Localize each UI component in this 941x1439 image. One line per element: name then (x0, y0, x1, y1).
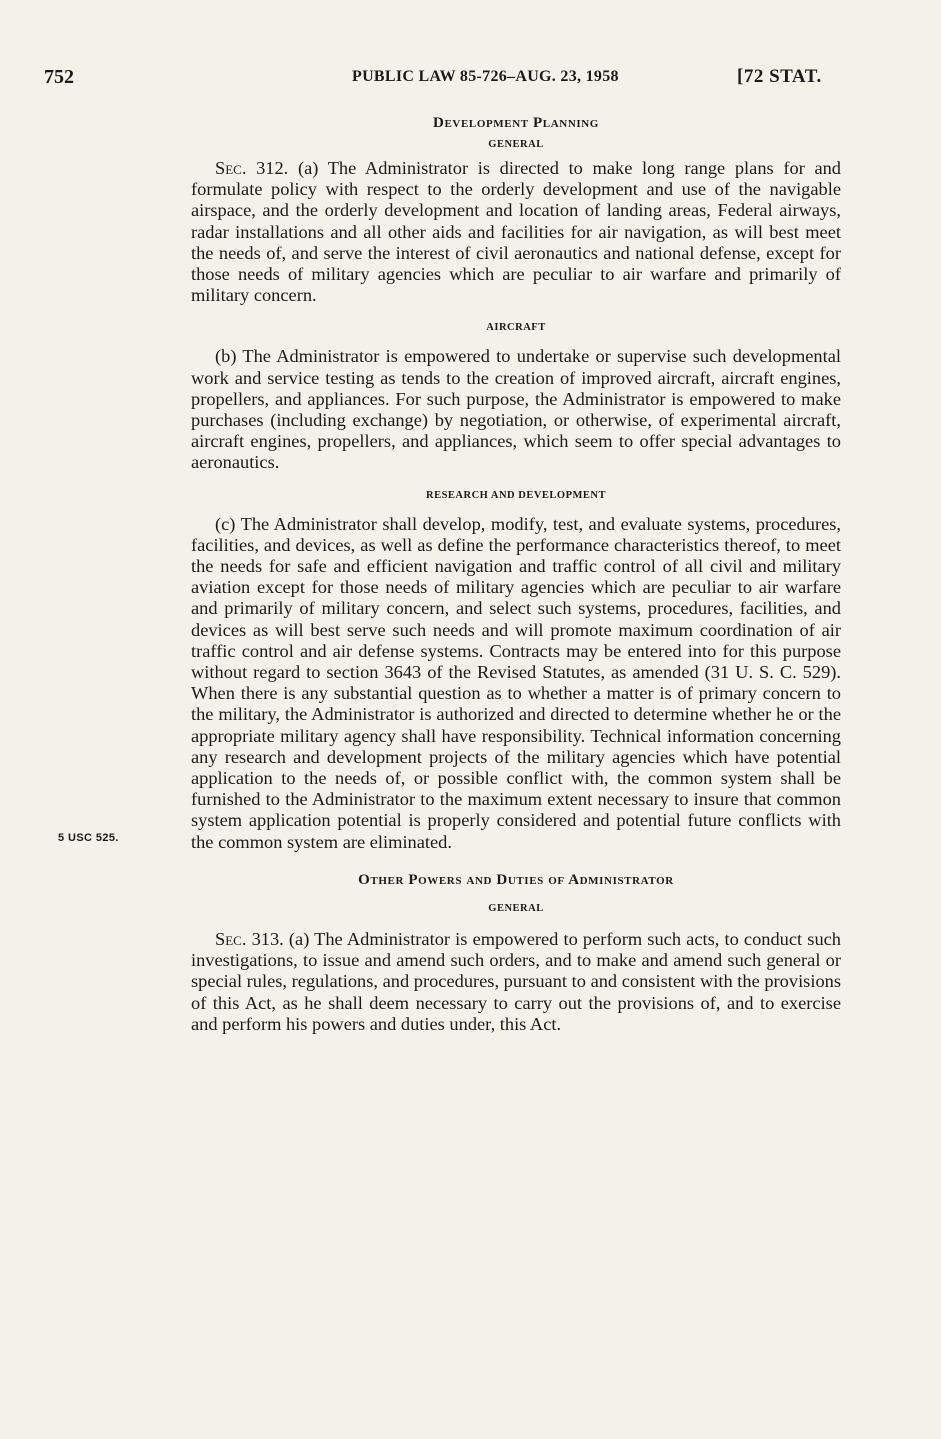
paragraph-312-b: (b) The Administrator is empowered to undertake or supervise such developmental work and service testing as tends to the creation of improved aircraft, aircraft engines, propellers, and appliances. For such purpose, the Administrator is empowered to make purchases (including exchange) by negotiation, or otherwise, of experimental aircraft, aircraft engines, propellers, and appliances, which seem to offer special advantages to aeronautics. (191, 346, 841, 473)
subheading-aircraft: AIRCRAFT (486, 322, 546, 334)
running-head: PUBLIC LAW 85-726–AUG. 23, 1958 (352, 68, 619, 85)
section-label: Sec. 313. (215, 928, 284, 949)
paragraph-312-c: (c) The Administrator shall develop, modify, test, and evaluate systems, procedures, facilities, and devices, as well as define the performance characteristics thereof, to meet the needs for safe and efficient navigation and traffic control of all civil and military aviation except for those needs of military agencies which are peculiar to air warfare and primarily of military concern, and select such systems, procedures, facilities, and devices as will best serve such needs and will promote maximum coordination of air traffic control and air defense systems. Contracts may be entered into for this purpose without regard to section 3643 of the Revised Statutes, as amended (31 U. S. C. 529). When there is any substantial question as to whether a matter is of primary concern to the military, the Administrator is authorized and directed to determine whether he or the appropriate military agency shall have responsibility. Technical information concerning any research and development projects of the military agencies which have potential application to the needs of, or possible conflict with, the common system shall be furnished to the Administrator to the maximum extent necessary to insure that common system application potential is properly considered and potential future conflicts with the common system are eliminated. (191, 513, 841, 852)
section-heading: Development Planning (433, 115, 599, 131)
section-label: Sec. 312. (215, 158, 289, 178)
subheading-research-development: RESEARCH AND DEVELOPMENT (425, 489, 607, 501)
paragraph-312-a (191, 158, 841, 306)
paragraph-313-a (191, 929, 841, 1035)
subheading-general: GENERAL (488, 902, 544, 914)
subheading-general: GENERAL (488, 139, 544, 150)
page-number: 752 (44, 66, 74, 88)
section-312 (191, 112, 841, 853)
paragraph-text: (a) The Administrator is empowered to perform such acts, to conduct such investigations, to issue and amend such orders, and to make and amend such general or special rules, regulations, and procedures, pursuant to and consistent with the provisions of this Act, as he shall deem necessary to carry out the provisions of, and to exercise and perform his powers and duties under, this Act. (191, 928, 841, 1034)
paragraph-text: (a) The Administrator is directed to make long range plans for and formulate policy with respect to the orderly development and use of the navigable airspace, and the orderly development and location of landing areas, Federal airways, radar installations and all other aids and facilities for air navigation, as will best meet the needs of, and serve the interest of civil aeronautics and national defense, except for those needs of military agencies which are peculiar to air warfare and primarily of military concern. (191, 158, 841, 306)
page-header (0, 66, 941, 96)
document-body (191, 112, 841, 1035)
margin-citation: 5 USC 525. (58, 832, 119, 844)
statute-reference: [72 STAT. (737, 66, 822, 87)
section-heading: Other Powers and Duties of Administrator (358, 871, 674, 888)
section-313 (191, 869, 841, 1035)
